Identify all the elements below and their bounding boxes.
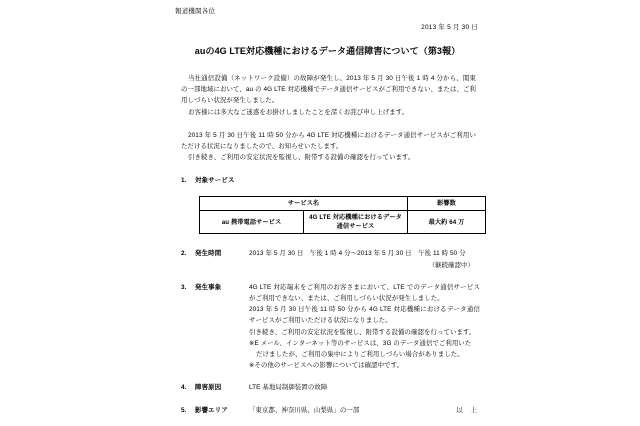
section-label-3: 発生事象 <box>195 283 222 291</box>
section-label-2: 発生時間 <box>195 250 222 258</box>
page-title: auの4G LTE対応機種におけるデータ通信障害について（第3報） <box>194 46 461 56</box>
service-table-wrapper <box>175 196 480 234</box>
section-body-4 <box>249 382 480 393</box>
section-label-5: 影響エリア <box>195 406 228 414</box>
section-number-5: 5. <box>181 406 187 414</box>
update-paragraphs <box>175 130 480 164</box>
service-table <box>199 196 486 234</box>
section-failure-cause <box>175 382 480 393</box>
column-header-impact-count: 影響数 <box>408 197 486 211</box>
cell-service-type: au 携帯電話サービス <box>200 211 304 234</box>
lead-paragraph-3: 2013 年 5 月 30 日午後 11 時 50 分から 4G LTE 対応機種におけるデータ通信サービスがご利用いただける状況になりましたので、お知らせいたします。 <box>181 131 476 151</box>
cell-service-detail: 4G LTE 対応機種におけるデータ通信サービス <box>304 211 408 234</box>
section-occurrence-event <box>175 282 480 372</box>
document-closing-mark: 以 上 <box>456 407 480 414</box>
occurrence-time-range: 2013 年 5 月 30 日 午後 1 時 4 分～2013 年 5 月 30 日 午後 11 時 50 分 <box>249 250 466 258</box>
document-date: 2013 年 5 月 30 日 <box>421 24 478 31</box>
section-affected-area <box>175 405 480 416</box>
lead-paragraph-2: お客様には多大なご迷惑をお掛けしましたことを深くお詫び申し上げます。 <box>188 108 409 116</box>
addressee-line: 報道機関各位 <box>175 8 216 15</box>
lead-paragraphs <box>175 73 480 118</box>
section-number-3: 3. <box>181 283 187 291</box>
event-description-1: 4G LTE 対応端末をご利用のお客さまにおいて、LTE でのデータ通信サービスがご利用できない、または、ご利用しづらい状況が発生しました。 <box>249 283 480 303</box>
section-number-4: 4. <box>181 384 187 392</box>
section-body-3 <box>249 282 480 372</box>
cell-impact: 最大約 64 万 <box>408 211 486 234</box>
failure-cause-text: LTE 基地局制御装置の故障 <box>249 384 328 392</box>
lead-paragraph-4: 引き続き、ご利用の安定状況を監視し、附帯する設備の確認を行っています。 <box>188 154 415 162</box>
section-number-2: 2. <box>181 250 187 258</box>
affected-area-text: 「東京都、神奈川県、山梨県」の一部 <box>249 406 360 414</box>
section-label-4: 障害原因 <box>195 384 222 392</box>
occurrence-time-status: （継続確認中） <box>428 261 474 269</box>
table-header-row <box>200 197 486 211</box>
section-number-1: 1. <box>181 177 187 185</box>
section-occurrence-time <box>175 248 480 270</box>
lead-paragraph-1: 当社通信設備（ネットワーク設備）の故障が発生し、2013 年 5 月 30 日午後 1 時 4 分から、関東の一部地域において、au の 4G LTE 対応機種でデータ通信サービスがご利用できない、または、ご利用しづらい状況が発生しました。 <box>181 75 476 105</box>
section-body-2 <box>249 248 480 270</box>
event-note-1: ※E メール、インターネット等のサービスは、3G のデータ通信でご利用いた <box>249 339 472 347</box>
event-note-1-continued: だけましたが、ご利用の集中によりご利用しづらい場合がありました。 <box>256 351 464 359</box>
section-body-5 <box>249 405 480 416</box>
event-description-3: 引き続き、ご利用の安定状況を監視し、附帯する設備の確認を行っています。 <box>249 328 476 336</box>
event-description-2: 2013 年 5 月 30 日午後 11 時 50 分から 4G LTE 対応機種におけるデータ通信サービスがご利用いただける状況になりました。 <box>249 306 480 325</box>
column-header-service-name: サービス名 <box>200 197 408 211</box>
section-label-1: 対象サービス <box>195 177 235 185</box>
section-target-service <box>175 175 480 186</box>
event-note-2: ※その他のサービスへの影響については確認中です。 <box>249 362 404 370</box>
table-row <box>200 211 486 234</box>
